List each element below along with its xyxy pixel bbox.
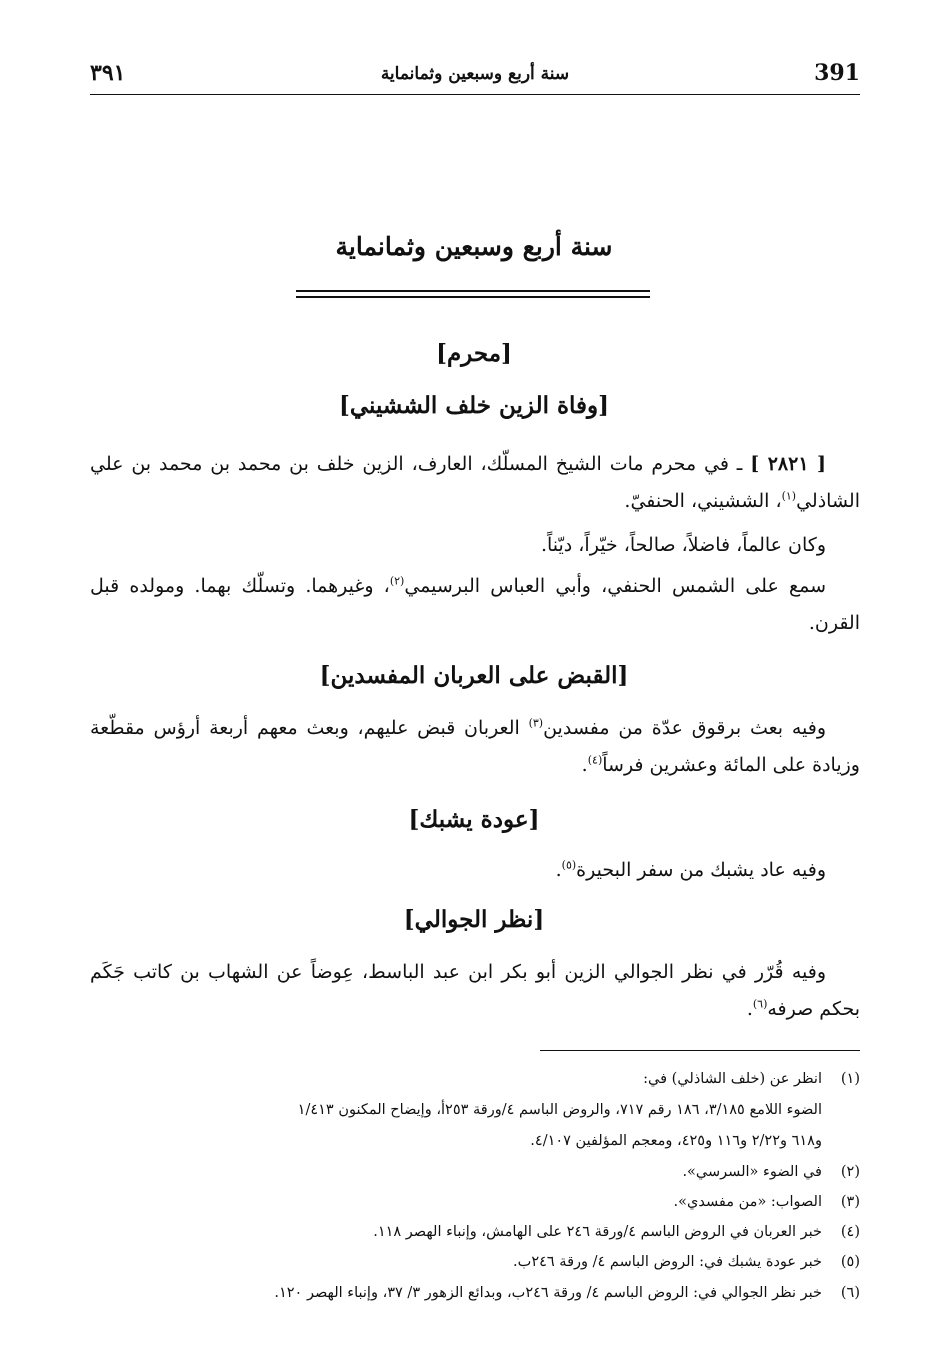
paragraph-text: .: [746, 998, 753, 1020]
paragraph: [90, 852, 860, 889]
footnote-text: خبر العربان في الروض الباسم ٤/ورقة ٢٤٦ على الهامش، وإنباء الهصر ١١٨.: [373, 1224, 822, 1240]
footnote-marker: (١): [781, 489, 797, 503]
footnote: [90, 1217, 860, 1248]
paragraph: [90, 954, 860, 1028]
entry-paragraph: [90, 446, 860, 520]
footnote: [90, 1247, 860, 1278]
paragraph-text: ، وغيرهما. وتسلّك بهما. ومولده قبل القرن.: [90, 575, 860, 634]
footnote-text: في الضوء «السرسي».: [682, 1164, 822, 1180]
page-number-arabic: ٣٩١: [90, 60, 126, 86]
title-double-rule-bottom: [296, 296, 650, 298]
paragraph-text: وفيه عاد يشبك من سفر البحيرة: [576, 859, 826, 881]
paragraph-text: ، الششيني، الحنفيّ.: [624, 490, 782, 512]
header-rule: [90, 94, 860, 95]
footnote-number: (١): [840, 1071, 860, 1087]
footnote-text: الصواب: «من مفسدي».: [673, 1194, 822, 1210]
footnote-line: و٦١٨ و٢/٢٢ و١١٦ و٤٢٥، ومعجم المؤلفين ٤/١٠٧.: [530, 1133, 822, 1149]
footnote-line: [90, 1064, 860, 1095]
footnote: [90, 1064, 860, 1157]
footnote-separator: [540, 1050, 860, 1051]
footnote-text: انظر عن (خلف الشاذلي) في:: [643, 1071, 822, 1087]
footnote: [90, 1278, 860, 1309]
footnote: [90, 1157, 860, 1188]
footnote-marker: (٥): [561, 858, 577, 872]
paragraph-text: .: [555, 859, 562, 881]
footnote-line: الضوء اللامع ٣/١٨٥، ١٨٦ رقم ٧١٧، والروض الباسم ٤/ورقة ٢٥٣أ، وإيضاح المكنون ١/٤١٣: [297, 1102, 822, 1118]
paragraph: [90, 710, 860, 784]
footnote-text: خبر عودة يشبك في: الروض الباسم ٤/ ورقة ٢٤٦ب.: [513, 1254, 822, 1270]
page-number-latin: 391: [814, 60, 860, 86]
footnote-marker: (٦): [752, 997, 768, 1011]
paragraph-text: العربان قبض عليهم، وبعث معهم أربعة أرؤس مقطّعة وزيادة على المائة وعشرين فرساً: [90, 717, 860, 776]
running-header: [90, 56, 860, 96]
section-heading: [القبض على العربان المفسدين]: [319, 662, 629, 689]
paragraph-text: .: [581, 754, 588, 776]
section-heading: [نظر الجوالي]: [403, 906, 545, 933]
footnote: [90, 1187, 860, 1218]
footnote-number: (٤): [840, 1224, 860, 1240]
footnote-number: (٥): [840, 1254, 860, 1270]
running-title: سنة أربع وسبعين وثمانماية: [380, 64, 570, 84]
footnote-number: (٢): [840, 1164, 860, 1180]
paragraph-text: وفيه قُرّر في نظر الجوالي الزين أبو بكر ابن عبد الباسط، عِوضاً عن الشهاب بن كاتب جَكَم بحكم صرفه: [90, 961, 860, 1020]
year-title: سنة أربع وسبعين وثمانماية: [335, 232, 613, 261]
footnote-marker: (٤): [587, 753, 603, 767]
paragraph-text: ـ في محرم مات الشيخ المسلّك، العارف، الزين خلف بن محمد بن محمد بن علي الشاذلي: [90, 453, 860, 512]
footnote-marker: (٣): [528, 716, 544, 730]
month-heading: [محرم]: [436, 340, 512, 367]
paragraph-text: سمع على الشمس الحنفي، وأبي العباس البرسيمي: [404, 575, 826, 597]
paragraph: وكان عالماً، فاضلاً، صالحاً، خيّراً، ديّناً.: [540, 534, 826, 556]
footnote-text: خبر نظر الجوالي في: الروض الباسم ٤/ ورقة ٢٤٦ب، وبدائع الزهور ٣/ ٣٧، وإنباء الهصر ١٢٠.: [274, 1285, 822, 1301]
paragraph-text: وفيه بعث برقوق عدّة من مفسدين: [543, 717, 827, 739]
title-double-rule-top: [296, 290, 650, 292]
entry-number: [ ٢٨٢١ ]: [750, 453, 826, 475]
footnote-number: (٣): [840, 1194, 860, 1210]
paragraph: [90, 568, 860, 642]
section-heading: [وفاة الزين خلف الششيني]: [338, 392, 610, 419]
footnote-number: (٦): [840, 1285, 860, 1301]
footnote-marker: (٢): [389, 574, 405, 588]
section-heading: [عودة يشبك]: [408, 806, 540, 833]
